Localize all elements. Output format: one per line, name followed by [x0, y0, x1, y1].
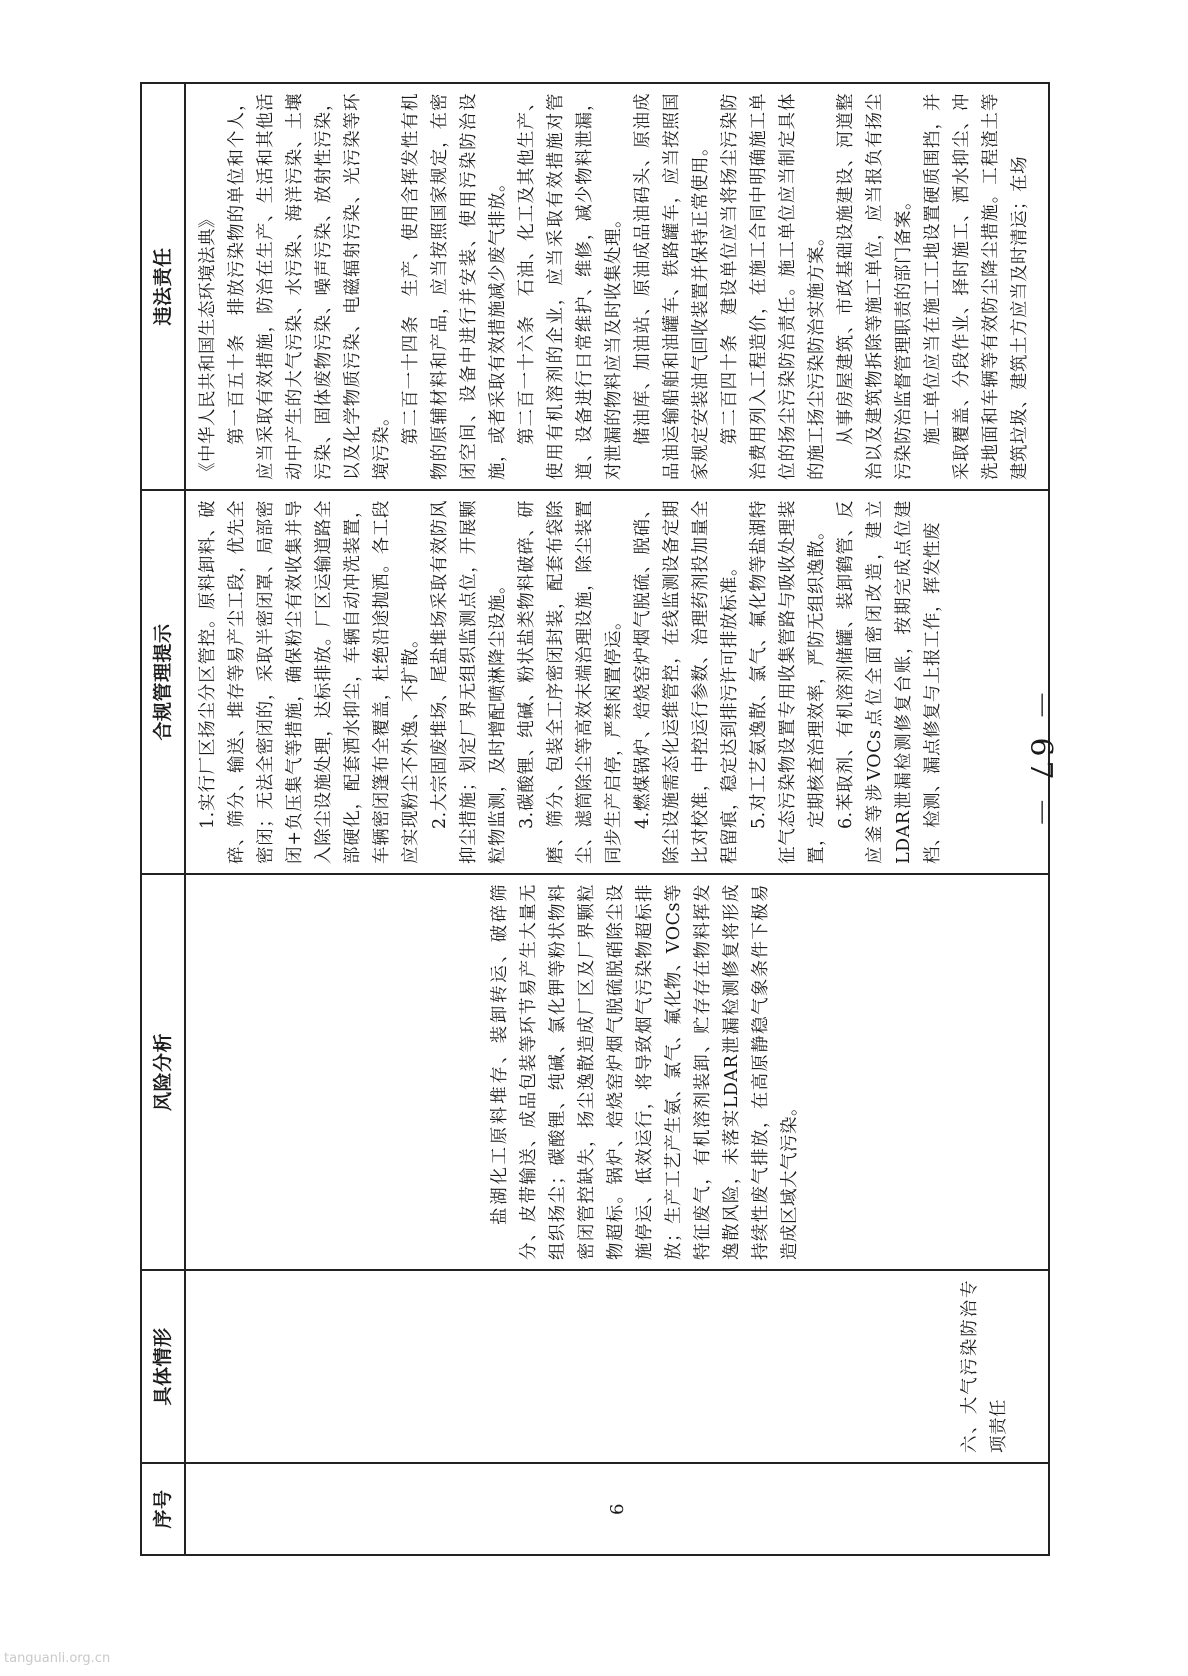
law-article: 第二百一十六条 石油、化工及其他生产、使用有机溶剂的企业，应当采取有效措施对管道、设备进行日常维护、维修，减少物料泄漏，对泄漏的物料应当及时收集处理。: [517, 93, 624, 480]
law-article: 从事房屋建筑、市政基础设施建设、河道整治以及建筑物拆除等施工单位，应当报负有扬尘污染防治监督管理职责的部门备案。: [836, 93, 914, 480]
risk-table: [140, 82, 1050, 1556]
compliance-item: 6.苯取剂、有机溶剂储罐、装卸鹤管、反应釜等涉VOCs点位全面密闭改造，建立LDAR泄漏检测修复台账，按期完成点位建档、检测、漏点修复与上报工作，挥发性废: [836, 500, 943, 864]
header-liability: 违法责任: [141, 83, 185, 490]
cell-situation: [185, 1270, 1049, 1463]
cell-compliance: [185, 490, 1049, 874]
law-article: 第一百五十条 排放污染物的单位和个人，应当采取有效措施，防治在生产、生活和其他活动中产生的大气污染、水污染、海洋污染、土壤污染、固体废物污染、噪声污染、放射性污染，以及化学物质污染、电磁辐射污染、光污染等环境污染。: [227, 93, 392, 480]
rotated-page: [140, 84, 1050, 1556]
header-situation: 具体情形: [141, 1270, 185, 1463]
table-header-row: [141, 83, 185, 1555]
law-article: 储油库、加油站、原油成品油码头、原油成品油运输船舶和油罐车、铁路罐车，应当按照国家规定安装油气回收装置并保持正常使用。: [633, 93, 711, 480]
compliance-item: 4.燃煤锅炉、焙烧窑炉烟气脱硫、脱硝、除尘设施需态化运维管控，在线监测设备定期比对校准，中控运行参数、治理药剂投加量全程留痕，稳定达到排污许可排放标准。: [633, 500, 740, 864]
compliance-item: 3.碳酸锂、纯碱、粉状盐类物料破碎、研磨、筛分、包装全工序密闭封装，配套布袋除尘、滤筒除尘等高效末端治理设施，除尘装置同步生产启停，严禁闲置停运。: [517, 500, 624, 864]
watermark: tanguanli.org.cn: [4, 1651, 111, 1666]
situation-text: 六、大气污染防治专项责任: [960, 1280, 1009, 1453]
header-no: 序号: [141, 1463, 185, 1555]
risk-text: 盐湖化工原料堆存、装卸转运、破碎筛分、皮带输送、成品包装等环节易产生大量无组织扬尘；碳酸锂、纯碱、氯化钾等粉状物料密闭管控缺失，扬尘逸散造成厂区及厂界颗粒物超标。锅炉、焙烧窑炉烟气脱硫脱硝除尘设施停运、低效运行，将导致烟气污染物超标排放；生产工艺产生氨、氯气、氟化物、VOCs等特征废气，有机溶剂装卸、贮存存在物料挥发逸散风险，未落实LDAR泄漏检测修复将形成持续性废气排放，在高原静稳气象条件下极易造成区域大气污染。: [490, 884, 800, 1260]
header-compliance: 合规管理提示: [141, 490, 185, 874]
compliance-item: 1.实行厂区扬尘分区管控。原料卸料、破碎、筛分、输送、堆存等易产尘工段，优先全密闭；无法全密闭的，采取半密闭罩、局部密闭+负压集气等措施，确保粉尘有效收集并导入除尘设施处理，达标排放。厂区运输道路全部硬化，配套洒水抑尘，车辆自动冲洗装置，车辆密闭篷布全覆盖，杜绝沿途抛洒。各工段应实现粉尘不外逸、不扩散。: [198, 500, 421, 864]
law-article: 施工单位应当在施工工地设置硬质围挡，并采取覆盖、分段作业、择时施工、洒水抑尘、冲洗地面和车辆等有效防尘降尘措施。工程渣土等建筑垃圾、建筑土方应当及时清运；在场: [923, 93, 1030, 480]
cell-liability: [185, 83, 1049, 490]
law-article: 第二百一十四条 生产、使用含挥发性有机物的原辅材料和产品，应当按照国家规定，在密闭空间、设备中进行并安装、使用污染防治设施，或者采取有效措施减少废气排放。: [401, 93, 508, 480]
compliance-item: 2.大宗固废堆场、尾盐堆场采取有效防风抑尘措施；划定厂界无组织监测点位，开展颗粒物监测，及时增配喷淋降尘设施。: [430, 500, 508, 864]
header-risk: 风险分析: [141, 874, 185, 1270]
page-number: － 67 －: [1023, 690, 1058, 832]
law-article: 第二百四十条 建设单位应当将扬尘污染防治费用列入工程造价，在施工合同中明确施工单位的扬尘污染防治责任。施工单位应当制定具体的施工扬尘污染防治实施方案。: [720, 93, 827, 480]
cell-no: 6: [185, 1463, 1049, 1555]
cell-risk: [185, 874, 1049, 1270]
law-title: 《中华人民共和国生态环境法典》: [198, 210, 218, 480]
compliance-item: 5.对工艺氨逸散、氯气、氟化物等盐湖特征气态污染物设置专用收集管路与吸收处理装置，定期核查治理效率，严防无组织逸散。: [749, 500, 827, 864]
table-row: [185, 83, 1049, 1555]
